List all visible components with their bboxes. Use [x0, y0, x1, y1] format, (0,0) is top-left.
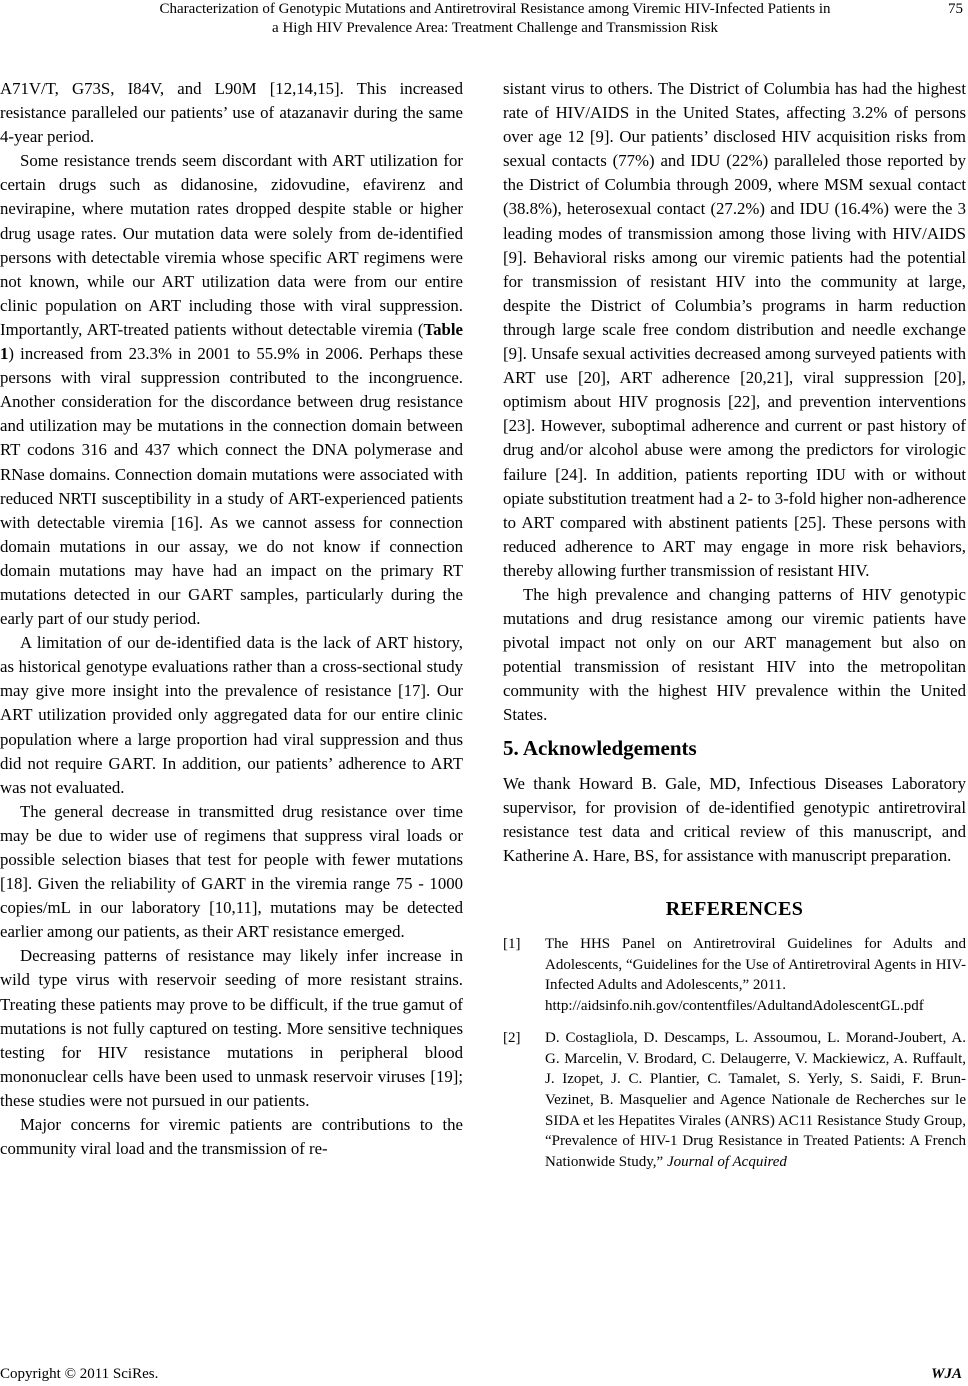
paragraph [0, 149, 463, 631]
copyright-notice: Copyright © 2011 SciRes. [0, 1366, 159, 1382]
reference-number: [1] [503, 935, 521, 952]
journal-abbreviation: WJA [931, 1366, 962, 1382]
paragraph-text: Some resistance trends seem discordant with ART utilization for certain drugs such as didanosine, zidovudine, efavirenz and nevirapine, where mutation rates dropped despite stable or higher drug usage rates. Our mutation data were solely from de-identified persons with detectable viremia whose specific ART regimens were not known, while our ART utilization data were from our entire clinic population on ART including those with viral suppression. Importantly, ART-treated patients without detectable viremia ( [0, 151, 463, 339]
paragraph-text: ) increased from 23.3% in 2001 to 55.9% in 2006. Perhaps these persons with viral suppression contributed to the incongruence. Another consideration for the discordance between drug resistance and utilization may be mutations in the connection domain between RT codons 316 and 437 which connect the DNA polymerase and RNase domains. Connection domain mutations were associated with reduced NRTI susceptibility in a study of ART-experienced patients with detectable viremia [16]. As we cannot assess for connection domain mutations in our assay, we do not know if connection domain mutations may have had an impact on the primary RT mutations detected in our GART samples, particularly during the early part of our study period. [0, 344, 463, 629]
paragraph: A limitation of our de-identified data is the lack of ART history, as historical genotype evaluations rather than a cross-sectional study may give more insight into the prevalence of resistance [17]. Our ART utilization provided only aggregated data for our entire clinic population where a large proportion had viral suppression and thus did not require GART. In addition, our patients’ adherence to ART was not evaluated. [0, 633, 463, 797]
running-title-line-1: Characterization of Genotypic Mutations and Antiretroviral Resistance among Viremic HIV-Infected Patients in [159, 1, 831, 17]
reference-text: The HHS Panel on Antiretroviral Guidelines for Adults and Adolescents, “Guidelines for the Use of Antiretroviral Agents in HIV-Infected Adults and Adolescents,” 2011. [545, 935, 966, 994]
paragraph: The high prevalence and changing patterns of HIV genotypic mutations and drug resistance among our viremic patients have pivotal impact not only on our ART management but also on potential transmission of resistant HIV into the metropolitan community with the highest HIV prevalence within the United States. [503, 584, 966, 725]
reference-item [503, 1028, 966, 1172]
paragraph: Decreasing patterns of resistance may likely infer increase in wild type virus with reservoir seeding of more resistant strains. Treating these patients may prove to be difficult, if the true gamut of mutations is not fully captured on testing. More sensitive techniques testing for HIV resistance mutations in peripheral blood mononuclear cells have been used to unmask reservoir viruses [19]; these studies were not pursued in our patients. [0, 946, 463, 1110]
section-heading-acknowledgements: 5. Acknowledgements [503, 735, 697, 760]
reference-item [503, 934, 966, 1016]
references-heading: REFERENCES [665, 897, 804, 920]
page-number: 75 [948, 1, 963, 17]
reference-url[interactable]: http://aidsinfo.nih.gov/contentfiles/AdultandAdolescentGL.pdf [545, 997, 924, 1014]
reference-text: D. Costagliola, D. Descamps, L. Assoumou, L. Morand-Joubert, A. G. Marcelin, V. Brodard, C. Delaugerre, V. Mackiewicz, A. Ruffault, J. Izopet, J. C. Plantier, C. Tamalet, S. Yerly, S. Saidi, F. Brun-Vezinet, B. Masquelier and Agence Nationale de Recherches sur le SIDA et les Hepatites Virales (ANRS) AC11 Resistance Study Group, “Prevalence of HIV-1 Drug Resistance in Treated Patients: A French Nationwide Study,” [545, 1030, 966, 1170]
reference-journal: Journal of Acquired [666, 1153, 787, 1170]
left-column [0, 77, 463, 1161]
paragraph: The general decrease in transmitted drug resistance over time may be due to wider use of regimens that suppress viral loads or possible selection biases that test for people with fewer mutations [18]. Given the reliability of GART in the viremia range 75 - 1000 copies/mL in our laboratory [10,11], mutations may be detected earlier among our patients, as their ART resistance emerged. [0, 801, 463, 942]
paragraph: sistant virus to others. The District of Columbia has had the highest rate of HIV/AIDS in the United States, affecting 3.2% of persons over age 12 [9]. Our patients’ disclosed HIV acquisition risks from sexual contacts (77%) and IDU (22%) paralleled those reported by the District of Columbia through 2009, where MSM sexual contact (38.8%), heterosexual contact (27.2%) and IDU (16.4%) were the 3 leading modes of transmission among those living with HIV/AIDS [9]. Behavioral risks among our viremic patients had the potential for transmission of resistant HIV into the community at large, despite the District of Columbia’s programs in harm reduction through large scale free condom distribution and needle exchange [9]. Unsafe sexual activities decreased among surveyed patients with ART use [20], ART adherence [20,21], viral suppression [20], optimism about HIV prognosis [22], and prevention interventions [23]. However, suboptimal adherence and current or past history of drug and/or alcohol abuse were among the predictors for virologic failure [24]. In addition, patients reporting IDU with or without opiate substitution treatment had a 2- to 3-fold higher non-adherence to ART compared with abstinent patients [25]. These persons with reduced adherence to ART may engage in more risk behaviors, thereby allowing further transmission of resistant HIV. [503, 79, 966, 580]
table-reference: Table 1 [0, 319, 463, 364]
running-title-line-2: a High HIV Prevalence Area: Treatment Challenge and Transmission Risk [272, 20, 718, 36]
page-header [0, 0, 968, 40]
reference-number: [2] [503, 1030, 521, 1047]
right-column [503, 77, 966, 1184]
acknowledgements-text: We thank Howard B. Gale, MD, Infectious Diseases Laboratory supervisor, for provision of de-identified genotypic antiretroviral resistance test data and critical review of this manuscript, and Katherine A. Hare, BS, for assistance with manuscript preparation. [503, 773, 966, 865]
paragraph: Major concerns for viremic patients are contributions to the community viral load and the transmission of re- [0, 1115, 463, 1159]
paragraph: A71V/T, G73S, I84V, and L90M [12,14,15]. This increased resistance paralleled our patients’ use of atazanavir during the same 4-year period. [0, 79, 463, 147]
